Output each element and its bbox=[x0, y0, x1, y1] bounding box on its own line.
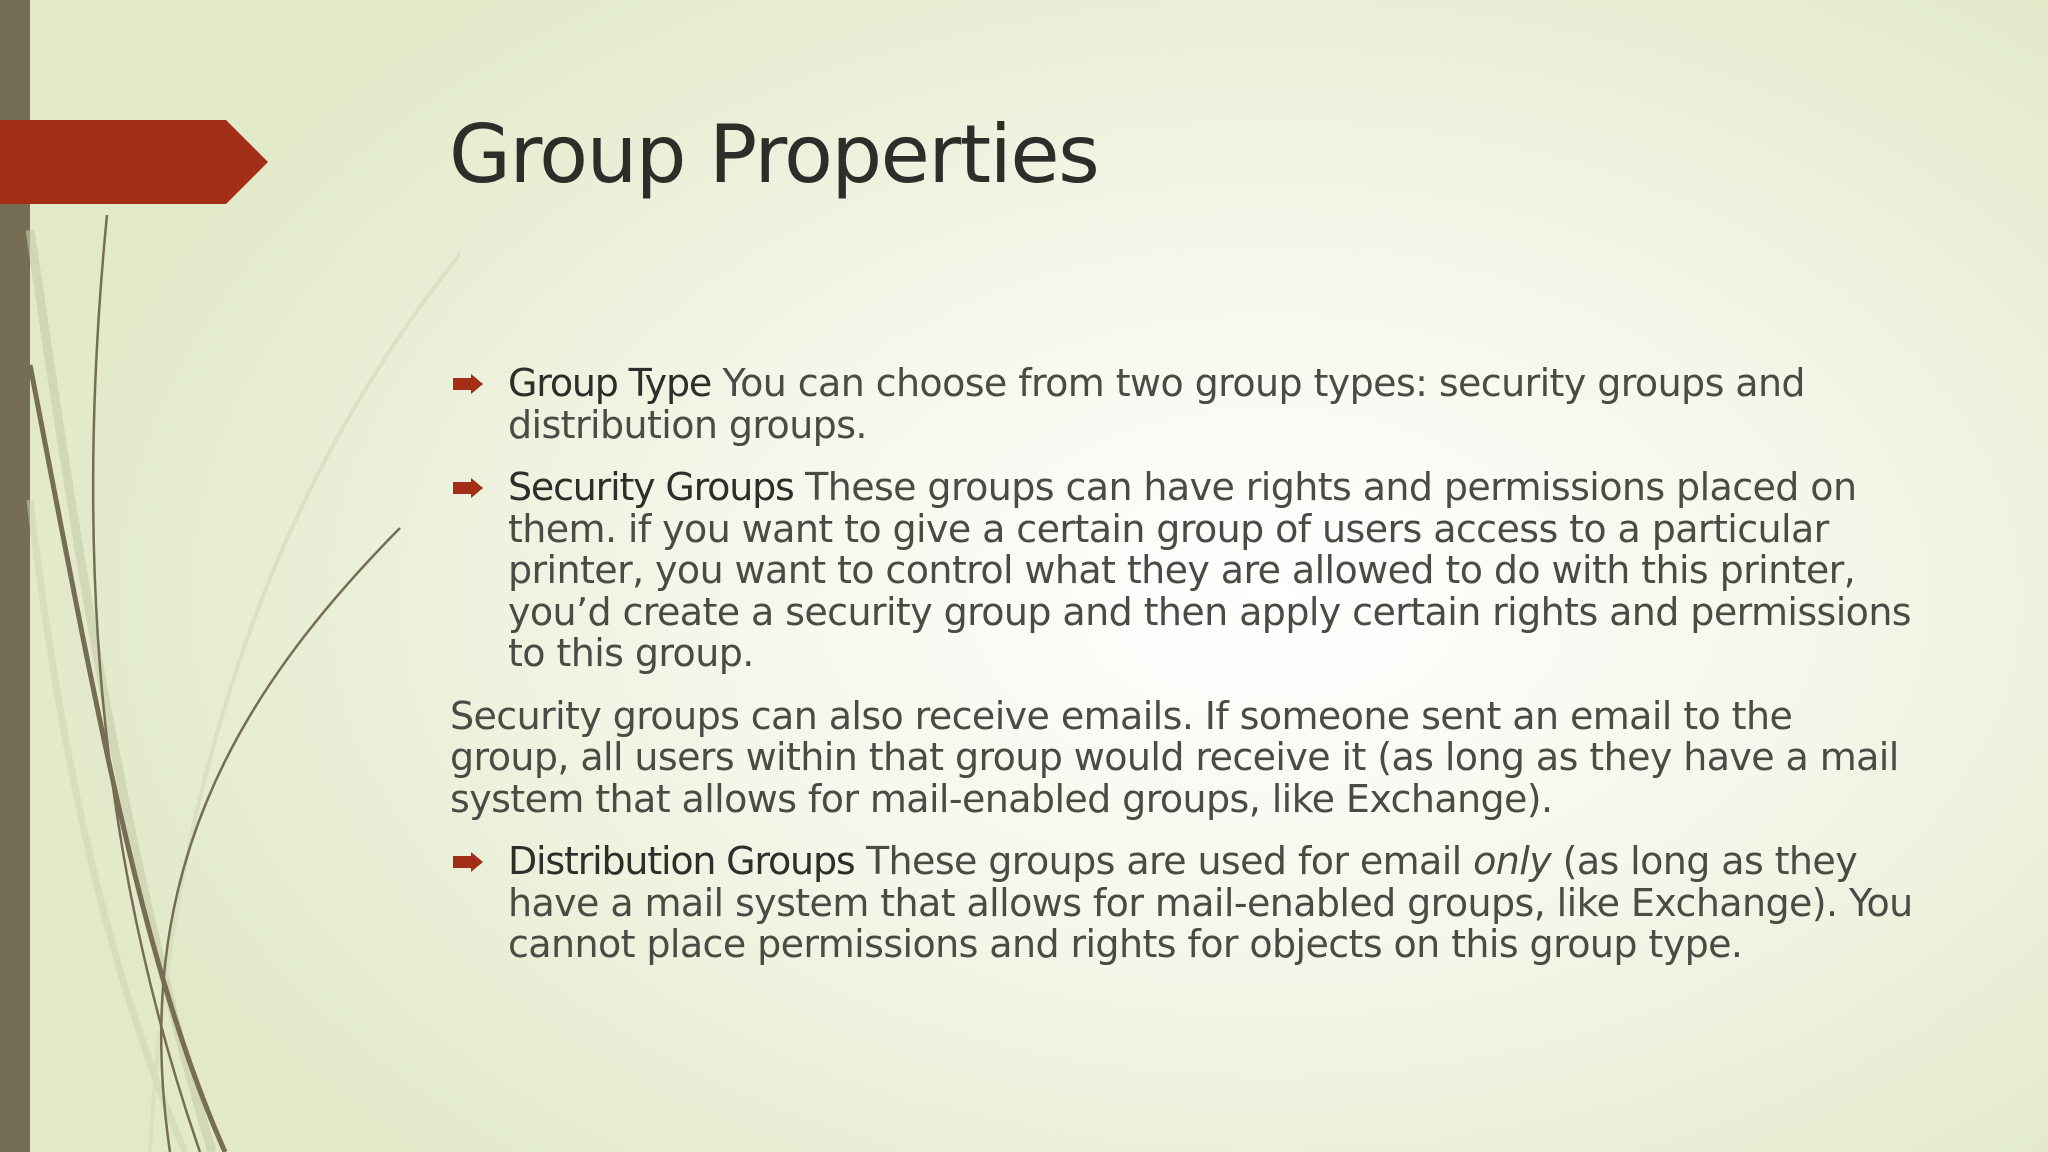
bullet-item-group-type bbox=[450, 363, 1920, 446]
security-groups-description: These groups can have rights and permissions placed on them. if you want to give a certain group of users access to a particular printer, you want to control what they are allowed to do with this printer, you’d create a security group and then apply certain rights and permissions to this group. bbox=[508, 465, 1912, 675]
slide-body bbox=[450, 363, 1920, 987]
group-type-description: You can choose from two group types: security groups and distribution groups. bbox=[508, 361, 1805, 447]
distribution-groups-term: Distribution Groups bbox=[508, 839, 855, 883]
arrow-bullet-icon bbox=[453, 478, 483, 498]
arrow-bullet-icon bbox=[453, 374, 483, 394]
security-groups-email-paragraph: Security groups can also receive emails. If someone sent an email to the group, all users within that group would receive it (as long as they have a mail system that allows for mail-enabled groups, like Exchange). bbox=[450, 693, 1899, 821]
title-accent-flag bbox=[0, 120, 268, 204]
arrow-bullet-icon bbox=[453, 852, 483, 872]
slide-title: Group Properties bbox=[449, 108, 1099, 201]
security-groups-term: Security Groups bbox=[508, 465, 794, 509]
bullet-item-security-groups bbox=[450, 467, 1920, 675]
bullet-item-distribution-groups bbox=[450, 841, 1920, 966]
emphasis-only: only bbox=[1473, 839, 1552, 883]
distribution-description-start: These groups are used for email bbox=[854, 839, 1474, 883]
group-type-term: Group Type bbox=[508, 361, 712, 405]
distribution-description-end: (as long as they have a mail system that allows for mail-enabled groups, like Exchange). You cannot place permissions and rights for objects on this group type. bbox=[508, 839, 1913, 966]
